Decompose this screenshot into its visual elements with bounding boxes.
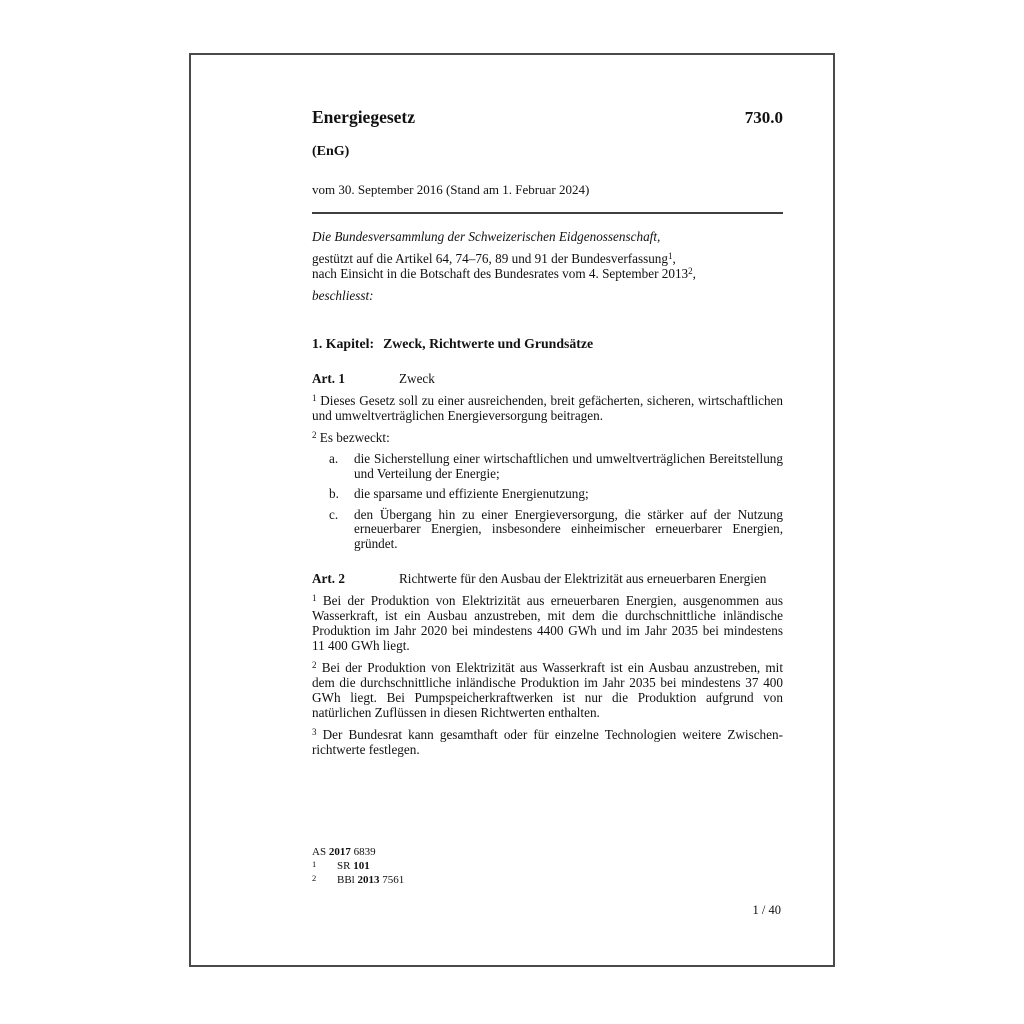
list-marker-b: b. (329, 486, 339, 502)
article-2-paragraph-1 (312, 593, 783, 653)
footnote-as-pre: AS (312, 846, 329, 858)
paragraph-number-2: 2 (312, 430, 317, 440)
chapter-title: Zweck, Richtwerte und Grundsätze (383, 336, 594, 351)
footnote-ref-2: 2 (688, 266, 693, 276)
footnote-1-bold: 101 (353, 859, 370, 872)
article-2-heading (312, 571, 783, 586)
footnotes-block (312, 846, 404, 887)
chapter-number: 1. Kapitel: (312, 336, 375, 351)
paragraph-text: Es bezweckt: (319, 430, 390, 445)
footnote-2 (312, 874, 404, 888)
chapter-heading (312, 336, 783, 352)
list-item-a (312, 452, 783, 481)
paragraph-text: Bei der Produktion von Elektrizität aus Wasserkraft ist ein Ausbau anzustreben, mit dem die durchschnittliche inländische Produktion im Jahr 2035 bei mindestens 37 400 GWh liegt. Bei Pumpspeicherkraftwerken ist nur die Produktion aufgrund von natürlichen Zuflüssen in diesen Richtwerten enthalten. (312, 659, 783, 720)
page-number: 1 / 40 (752, 903, 781, 917)
article-2-paragraph-3 (312, 727, 783, 757)
title-row (312, 107, 783, 128)
article-2-title: Richtwerte für den Ausbau der Elektrizität aus erneuerbaren Energien (399, 570, 767, 586)
preamble-basis (312, 251, 783, 281)
header-rule (312, 212, 783, 214)
preamble-basis-tail: , (672, 251, 676, 266)
paragraph-text: Bei der Produktion von Elektrizität aus erneuerbaren Energien, ausgenommen aus Wasserkraft, ist ein Ausbau anzustreben, mit dem die durchschnittliche inländische Produktion im Jahr 2020 bei mindestens 4400 GWh und im Jahr 2035 bei mindestens 11 400 GWh liegt. (312, 592, 783, 653)
footnote-ref-1: 1 (668, 251, 673, 261)
footnote-2-body (337, 874, 404, 886)
enactment-date-line: vom 30. September 2016 (Stand am 1. Februar 2024) (312, 182, 590, 197)
page-content (191, 55, 833, 764)
preamble-message-text: nach Einsicht in die Botschaft des Bundesrates vom 4. September 2013 (312, 266, 689, 281)
paragraph-number-3: 3 (312, 726, 317, 737)
list-item-b (312, 487, 783, 502)
list-text-a: die Sicherstellung einer wirtschaftlichen und umweltverträglichen Bereitstellung und Verteilung der Energie; (354, 451, 783, 481)
preamble-authority: Die Bundesversammlung der Schweizerischen Eidgenossenschaft, (312, 229, 661, 244)
list-marker-c: c. (329, 506, 339, 522)
footnote-1-marker: 1 (312, 858, 317, 869)
footnote-2-bold: 2013 (357, 873, 380, 886)
footnote-as-post: 6839 (350, 846, 376, 858)
article-1-paragraph-2 (312, 430, 783, 445)
list-marker-a: a. (329, 451, 339, 466)
paragraph-text: Der Bundesrat kann gesamthaft oder für einzelne Technologien weitere Zwischenrichtwerte festlegen. (312, 726, 783, 757)
sr-classification-number: 730.0 (744, 108, 783, 127)
preamble-message-tail: , (692, 266, 696, 281)
article-2-paragraph-2 (312, 660, 783, 720)
preamble-basis-text: gestützt auf die Artikel 64, 74–76, 89 und 91 der Bundesverfassung (312, 251, 668, 266)
footnote-1-pre: SR (337, 859, 354, 872)
paragraph-number-1: 1 (312, 592, 317, 603)
document-abbreviation: (EnG) (312, 144, 350, 159)
document-page (189, 53, 835, 967)
footnote-1 (312, 860, 404, 874)
footnote-as-bold: 2017 (328, 846, 351, 858)
preamble-enacts: beschliesst: (312, 288, 374, 303)
paragraph-number-1: 1 (312, 393, 317, 403)
article-1-paragraph-1 (312, 393, 783, 423)
list-item-c (312, 508, 783, 552)
footnote-1-body (337, 860, 370, 872)
article-1-label: Art. 1 (312, 371, 345, 386)
list-text-c: den Übergang hin zu einer Energieversorgung, die stärker auf der Nutzung erneuerbarer Energien, insbesondere einheimischer erneuerbarer Energien, gründet. (354, 506, 783, 551)
document-title: Energiegesetz (312, 107, 416, 127)
footnote-2-marker: 2 (312, 872, 317, 883)
paragraph-number-2: 2 (312, 659, 317, 670)
article-1-title: Zweck (399, 371, 435, 386)
footnote-as-reference (312, 846, 404, 860)
paragraph-text: Dieses Gesetz soll zu einer ausreichenden, breit gefächerten, sicheren, wirtschaftlichen und umweltverträglichen Energieversorgung beitragen. (312, 393, 783, 423)
article-2-label: Art. 2 (312, 570, 345, 586)
list-text-b: die sparsame und effiziente Energienutzung; (354, 486, 589, 502)
footnote-2-pre: BBl (337, 873, 358, 886)
article-1-heading (312, 371, 783, 386)
footnote-2-post: 7561 (379, 873, 405, 886)
